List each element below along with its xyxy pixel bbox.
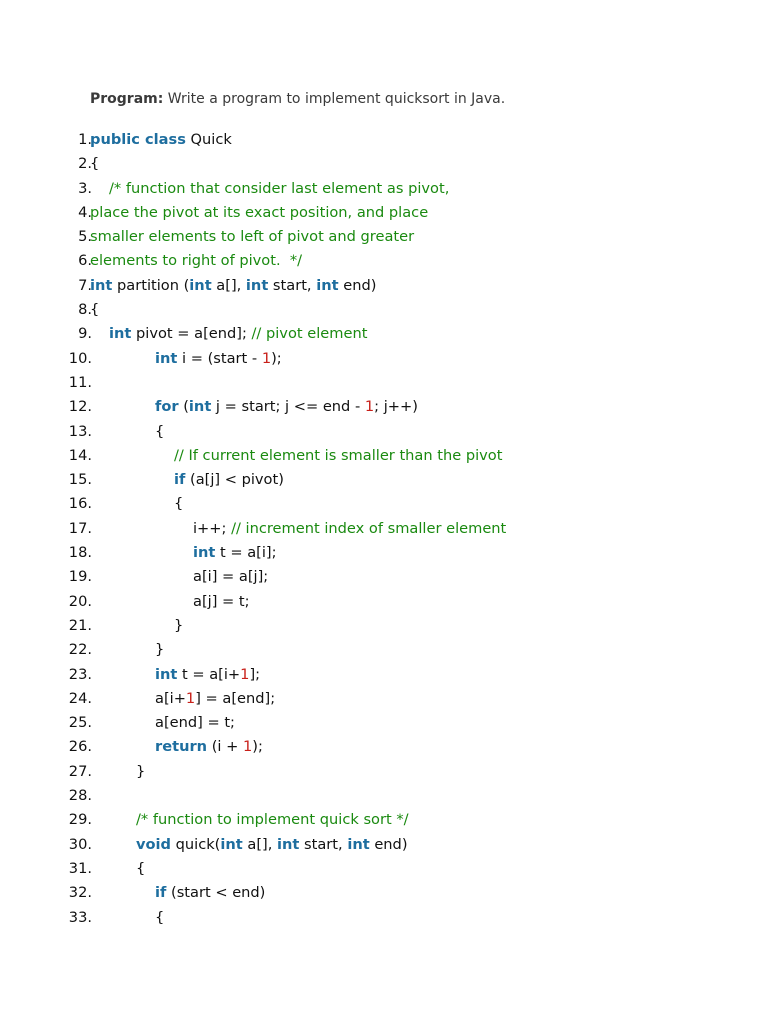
code-line [0,371,768,395]
code-line [0,711,768,735]
code-line [0,565,768,589]
code-text [174,444,502,468]
code-token: (a[j] < pivot) [185,471,284,489]
code-token: { [90,155,100,173]
code-text [155,711,235,735]
code-keyword: if [155,884,167,902]
code-token: pivot = a[end]; [131,325,252,343]
code-token: Quick [185,131,232,148]
line-number: 9. [78,325,92,343]
code-text [155,420,164,444]
line-number: 15. [68,471,92,489]
line-number: 12. [68,398,92,416]
code-keyword: int [189,276,212,294]
code-token: i++; [193,519,232,537]
code-token: ]; [249,665,261,683]
code-line [0,760,768,784]
code-token: ( [178,398,189,416]
code-line [0,663,768,687]
code-token: ); [252,738,263,756]
code-token: (start < end) [166,884,266,902]
line-number: 5. [78,228,92,246]
code-token: i = (start - [177,349,262,367]
line-number: 8. [78,301,92,319]
line-number: 25. [68,714,92,732]
code-text [155,687,275,711]
code-text [193,517,506,541]
code-line [0,444,768,468]
code-token: ); [271,349,282,367]
code-token: { [90,301,100,319]
line-number: 20. [68,592,92,610]
code-line [0,225,768,249]
code-token: } [136,762,146,780]
code-token: end) [369,835,408,853]
code-text [90,298,99,322]
code-comment: smaller elements to left of pivot and greater [90,228,415,246]
line-number: 26. [68,738,92,756]
code-token: { [155,422,165,440]
code-text [155,881,265,905]
code-line [0,298,768,322]
code-text [136,760,145,784]
code-number: 1 [185,689,196,707]
code-text [136,833,408,857]
code-text [136,808,409,832]
code-line [0,590,768,614]
line-number: 14. [68,446,92,464]
line-number: 28. [68,787,92,805]
code-line [0,638,768,662]
line-number: 33. [68,908,92,926]
code-comment: elements to right of pivot. */ [90,252,303,270]
code-token: a[], [211,276,246,294]
line-number: 4. [78,203,92,221]
code-line [0,517,768,541]
code-line [0,808,768,832]
line-number: 31. [68,859,92,877]
line-number: 23. [68,665,92,683]
code-text [90,152,99,176]
code-token: end) [338,276,377,294]
code-line [0,881,768,905]
line-number: 16. [68,495,92,513]
code-text [193,565,268,589]
code-token: } [174,616,184,634]
code-keyword: int [193,544,216,562]
code-text [174,468,284,492]
code-token: a[i+ [155,689,186,707]
code-text [90,249,302,273]
program-label: Program: [90,91,164,107]
code-text [174,614,183,638]
code-keyword: int [90,276,113,294]
code-token: ] = a[end]; [195,689,276,707]
line-number: 27. [68,762,92,780]
code-keyword: return [155,738,208,756]
line-number: 22. [68,641,92,659]
line-number: 7. [78,276,92,294]
code-line [0,735,768,759]
line-number: 2. [78,155,92,173]
code-keyword: int [155,665,178,683]
code-keyword: int [316,276,339,294]
program-heading [90,91,505,107]
code-token: t = a[i+ [177,665,241,683]
code-line [0,322,768,346]
code-token: a[j] = t; [193,592,250,610]
code-line [0,541,768,565]
code-token: a[i] = a[j]; [193,568,269,586]
code-token: { [136,859,146,877]
code-token: a[end] = t; [155,714,235,732]
code-keyword: int [277,835,300,853]
code-keyword: void [136,835,171,853]
code-text [155,638,164,662]
code-text [109,322,367,346]
code-keyword: int [347,835,370,853]
line-number: 29. [68,811,92,829]
code-text [193,590,250,614]
code-token: t = a[i]; [215,544,277,562]
code-keyword: int [109,325,132,343]
code-text [90,225,414,249]
code-text [155,663,260,687]
line-number: 32. [68,884,92,902]
code-line [0,468,768,492]
code-text [90,201,428,225]
code-text [155,347,282,371]
code-token: { [155,908,165,926]
code-line [0,687,768,711]
line-number: 17. [68,519,92,537]
line-number: 10. [68,349,92,367]
code-line [0,395,768,419]
code-keyword: int [245,276,269,294]
code-token: j = start; j <= end - [211,398,365,416]
line-number: 21. [68,616,92,634]
line-number: 3. [78,179,92,197]
code-line [0,420,768,444]
code-comment: place the pivot at its exact position, and place [90,203,429,221]
code-comment: // If current element is smaller than the pivot [174,446,503,464]
code-comment: // increment index of smaller element [231,519,507,537]
code-number: 1 [242,738,253,756]
code-token: start, [299,835,348,853]
code-text [174,492,183,516]
code-line [0,274,768,298]
code-keyword: int [155,349,178,367]
code-comment: /* function that consider last element as pivot, [109,179,450,197]
code-number: 1 [364,398,375,416]
line-number: 13. [68,422,92,440]
code-keyword: int [220,835,243,853]
code-keyword: public class [90,131,186,148]
code-line [0,784,768,808]
code-text [109,177,449,201]
code-line [0,833,768,857]
code-token: start, [268,276,317,294]
code-line [0,152,768,176]
code-keyword: for [155,398,179,416]
code-line [0,177,768,201]
line-number: 6. [78,252,92,270]
code-text [136,857,145,881]
code-line [0,492,768,516]
code-comment: // pivot element [251,325,368,343]
code-line [0,347,768,371]
code-line [0,614,768,638]
line-number: 1. [78,131,92,148]
code-number: 1 [240,665,250,683]
code-text [90,274,376,298]
code-line [0,906,768,930]
line-number: 30. [68,835,92,853]
code-line [0,249,768,273]
code-token: quick( [171,835,221,853]
code-token: partition ( [112,276,190,294]
program-description: Write a program to implement quicksort in Java. [163,91,506,107]
line-number: 24. [68,689,92,707]
code-text [155,906,164,930]
code-line [0,201,768,225]
line-number: 11. [68,373,92,391]
code-number: 1 [261,349,272,367]
code-text [155,395,418,419]
line-number: 19. [68,568,92,586]
code-keyword: int [188,398,212,416]
code-keyword: if [174,471,186,489]
code-token: (i + [207,738,243,756]
code-listing [0,128,768,930]
code-text [90,128,232,152]
code-line [0,128,768,152]
code-line [0,857,768,881]
code-text [155,735,263,759]
code-token: } [155,641,165,659]
code-token: { [174,495,184,513]
code-token: a[], [242,835,278,853]
line-number: 18. [68,544,92,562]
code-comment: /* function to implement quick sort */ [136,811,409,829]
code-text [193,541,277,565]
code-token: ; j++) [374,398,418,416]
